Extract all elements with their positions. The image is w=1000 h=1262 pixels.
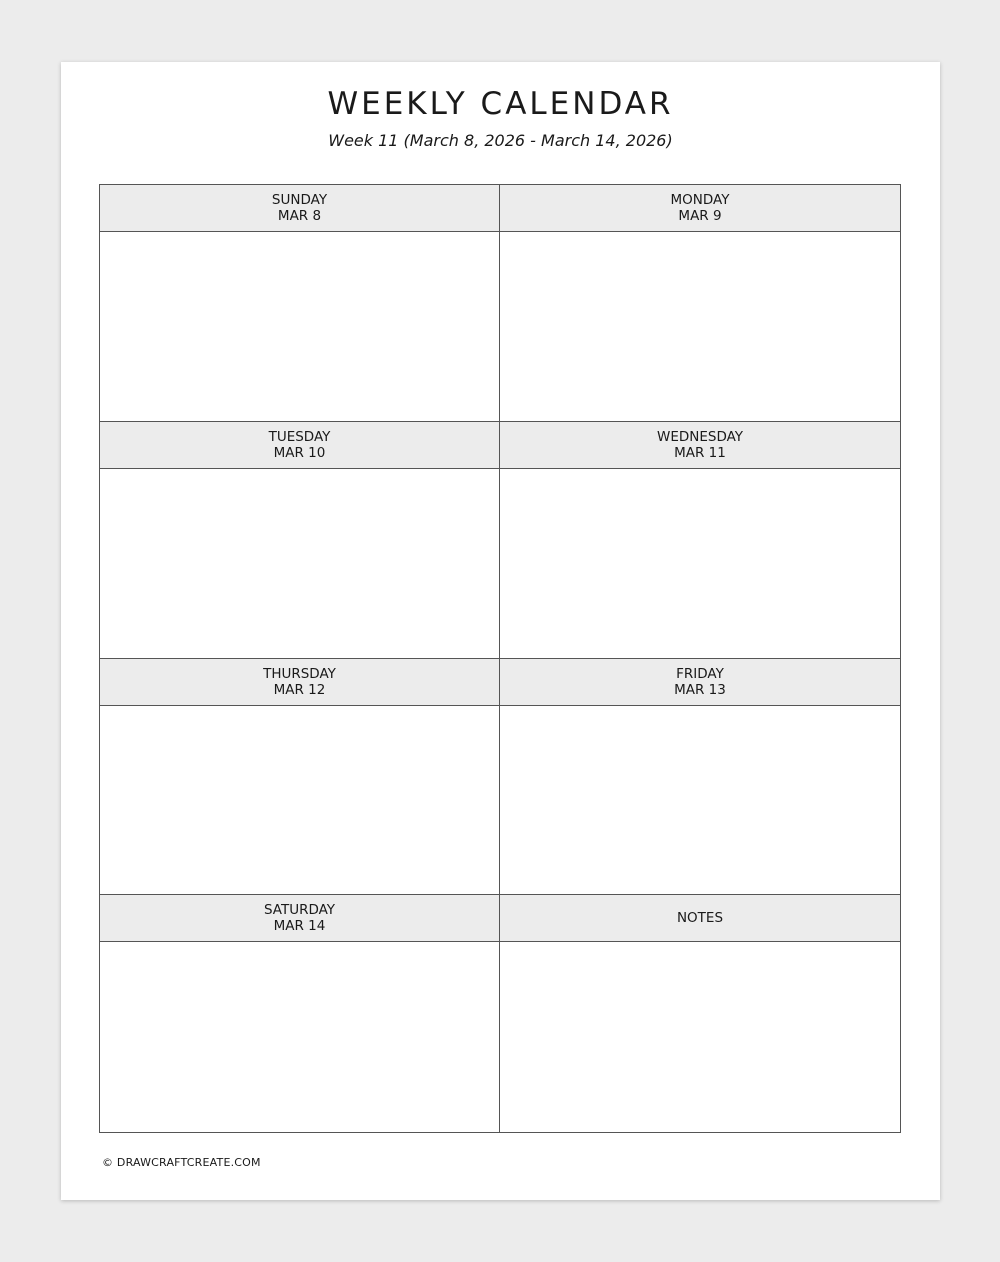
day-cell-saturday bbox=[100, 895, 500, 1132]
day-cell-tuesday bbox=[100, 422, 500, 659]
day-date: MAR 9 bbox=[678, 208, 722, 224]
day-cell-friday bbox=[500, 659, 900, 896]
day-header bbox=[100, 659, 499, 706]
notes-header bbox=[500, 895, 900, 942]
day-name: TUESDAY bbox=[268, 428, 331, 445]
notes-writing-area bbox=[500, 942, 900, 1132]
day-writing-area bbox=[100, 469, 499, 658]
day-writing-area bbox=[100, 942, 499, 1132]
day-cell-monday bbox=[500, 185, 900, 422]
day-name: SATURDAY bbox=[263, 902, 336, 919]
day-header bbox=[500, 185, 900, 232]
day-date: MAR 13 bbox=[674, 681, 726, 698]
page-title: WEEKLY CALENDAR bbox=[327, 86, 674, 122]
day-date: MAR 14 bbox=[273, 918, 326, 935]
day-name: FRIDAY bbox=[676, 665, 724, 682]
week-subtitle: Week 11 (March 8, 2026 - March 14, 2026) bbox=[328, 131, 673, 150]
day-writing-area bbox=[500, 706, 900, 895]
calendar-page bbox=[61, 62, 940, 1200]
day-name: MONDAY bbox=[670, 192, 730, 208]
day-date: MAR 8 bbox=[277, 208, 322, 224]
day-writing-area bbox=[500, 232, 900, 421]
day-header bbox=[500, 659, 900, 706]
day-writing-area bbox=[100, 706, 499, 895]
notes-label: NOTES bbox=[676, 910, 724, 927]
day-header bbox=[100, 185, 499, 232]
day-name: THURSDAY bbox=[263, 665, 336, 682]
notes-cell bbox=[500, 895, 900, 1132]
day-header bbox=[500, 422, 900, 469]
day-header bbox=[100, 422, 499, 469]
day-date: MAR 11 bbox=[674, 444, 726, 461]
day-date: MAR 10 bbox=[273, 444, 326, 461]
copyright-footer: © DRAWCRAFTCREATE.COM bbox=[102, 1156, 261, 1169]
calendar-grid bbox=[99, 184, 901, 1133]
day-name: SUNDAY bbox=[271, 192, 328, 208]
day-header bbox=[100, 895, 499, 942]
day-cell-wednesday bbox=[500, 422, 900, 659]
day-cell-sunday bbox=[100, 185, 500, 422]
day-date: MAR 12 bbox=[273, 681, 326, 698]
day-writing-area bbox=[100, 232, 499, 421]
day-name: WEDNESDAY bbox=[656, 428, 744, 445]
day-writing-area bbox=[500, 469, 900, 658]
day-cell-thursday bbox=[100, 659, 500, 896]
